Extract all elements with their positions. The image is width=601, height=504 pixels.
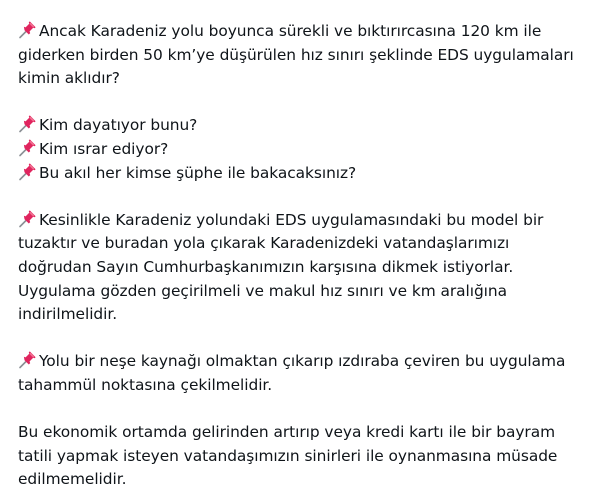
tweet-text [18,20,593,492]
pushpin-icon [18,351,38,369]
tweet-line: Uygulama gözden geçirilmeli ve makul hız sınırı ve km aralığına [18,281,507,300]
tweet-line: Yolu bir neşe kaynağı olmaktan çıkarıp ızdıraba çeviren bu uygulama [18,350,593,374]
tweet-line: tuzaktır ve buradan yola çıkarak Karadenizdeki vatandaşlarımızı [18,234,510,253]
paragraph-gap [18,185,593,209]
tweet-line: Ancak Karadeniz yolu boyunca sürekli ve bıktırırcasına 120 km ile [18,20,593,44]
tweet-line: tatili yapmak isteyen vatandaşımızın sinirleri ile oynanmasına müsade [18,446,558,465]
tweet-line: giderken birden 50 km’ye düşürülen hız sınırı şeklinde EDS uygulamaları [18,45,574,64]
tweet-line: kimin aklıdır? [18,69,120,88]
tweet-line: tahammül noktasına çekilmelidir. [18,375,273,394]
tweet-line: Bu akıl her kimse şüphe ile bakacaksınız? [18,162,593,186]
tweet-line: Kim dayatıyor bunu? [18,114,593,138]
paragraph-gap [18,398,593,422]
pushpin-icon [18,210,38,228]
pushpin-icon [18,163,38,181]
pushpin-icon [18,115,38,133]
tweet-line: edilmemelidir. [18,470,127,489]
paragraph-gap [18,327,593,351]
tweet-line: doğrudan Sayın Cumhurbaşkanımızın karşısına dikmek istiyorlar. [18,257,514,276]
pushpin-icon [18,139,38,157]
paragraph-gap [18,91,593,115]
tweet-line: Bu ekonomik ortamda gelirinden artırıp veya kredi kartı ile bir bayram [18,423,556,442]
tweet-line: indirilmelidir. [18,305,118,324]
tweet-line: Kim ısrar ediyor? [18,138,593,162]
pushpin-icon [18,21,38,39]
tweet-line: Kesinlikle Karadeniz yolundaki EDS uygulamasındaki bu model bir [18,209,593,233]
